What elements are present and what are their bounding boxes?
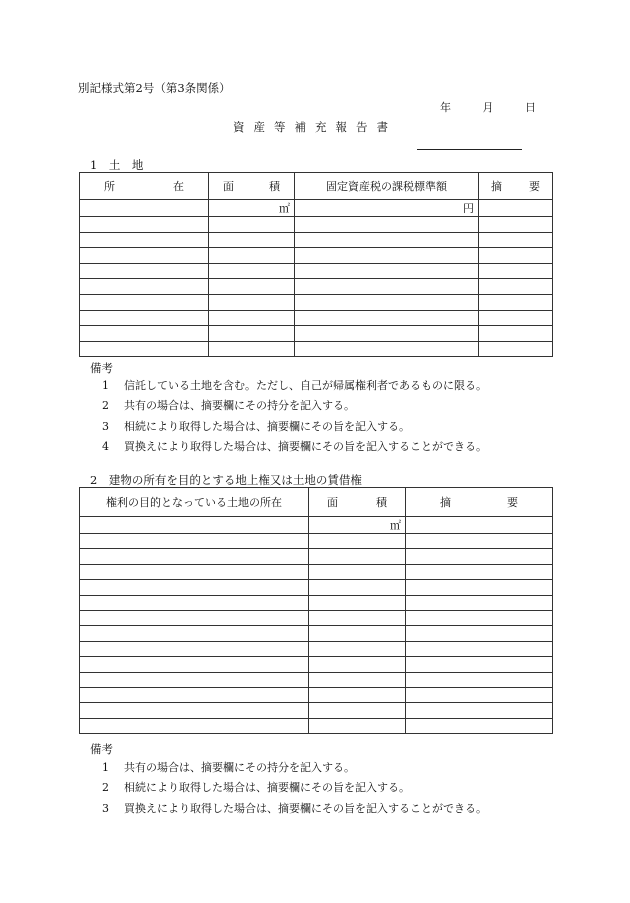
table-row	[80, 248, 553, 264]
note-text: 共有の場合は、摘要欄にその持分を記入する。	[124, 761, 355, 774]
area-cell[interactable]	[309, 610, 406, 625]
land-location-cell[interactable]	[80, 564, 309, 579]
tax-base-cell[interactable]	[295, 341, 479, 357]
leasehold-table	[79, 487, 553, 734]
note-number: 2	[102, 399, 109, 413]
tax-base-cell[interactable]	[295, 217, 479, 233]
remarks-cell[interactable]	[406, 549, 553, 564]
tax-base-cell[interactable]	[295, 326, 479, 342]
area-cell[interactable]	[209, 279, 295, 295]
table-row	[80, 534, 553, 549]
location-cell[interactable]	[80, 279, 209, 295]
col-header-land-location: 権利の目的となっている土地の所在	[80, 488, 309, 517]
land-location-cell[interactable]	[80, 626, 309, 641]
table-row	[80, 580, 553, 595]
note-item	[102, 418, 410, 434]
tax-base-cell[interactable]	[295, 263, 479, 279]
section2-title: 2 建物の所有を目的とする地上権又は土地の賃借権	[90, 473, 362, 487]
area-cell[interactable]	[209, 232, 295, 248]
tax-base-cell[interactable]	[295, 279, 479, 295]
land-location-cell[interactable]	[80, 672, 309, 687]
land-location-cell[interactable]	[80, 718, 309, 733]
remarks-cell[interactable]	[406, 687, 553, 702]
tax-base-cell[interactable]	[295, 294, 479, 310]
note-item	[102, 377, 487, 393]
table-row	[80, 279, 553, 295]
tax-base-cell[interactable]	[295, 248, 479, 264]
remarks-cell[interactable]	[479, 310, 553, 326]
date-line	[440, 99, 536, 115]
table-row	[80, 718, 553, 733]
remarks-cell[interactable]	[406, 703, 553, 718]
location-cell[interactable]	[80, 248, 209, 264]
land-location-cell[interactable]	[80, 595, 309, 610]
table-row	[80, 549, 553, 564]
area-cell[interactable]	[209, 341, 295, 357]
note-text: 信託している土地を含む。ただし、自己が帰属権利者であるものに限る。	[124, 379, 487, 392]
land-location-cell[interactable]	[80, 641, 309, 656]
land-location-cell[interactable]	[80, 549, 309, 564]
remarks-cell[interactable]	[479, 217, 553, 233]
remarks-cell[interactable]	[406, 641, 553, 656]
area-cell[interactable]	[309, 580, 406, 595]
land-location-cell[interactable]	[80, 657, 309, 672]
area-cell[interactable]	[309, 657, 406, 672]
area-cell[interactable]	[209, 326, 295, 342]
table-row	[80, 326, 553, 342]
table-row	[80, 703, 553, 718]
col-header-area: 面 積	[309, 488, 406, 517]
location-cell[interactable]	[80, 310, 209, 326]
area-cell[interactable]	[309, 595, 406, 610]
remarks-cell[interactable]	[406, 564, 553, 579]
table-row	[80, 595, 553, 610]
location-cell[interactable]	[80, 263, 209, 279]
land-location-cell[interactable]	[80, 703, 309, 718]
remarks-cell[interactable]	[406, 626, 553, 641]
remarks-cell[interactable]	[406, 610, 553, 625]
remarks-cell[interactable]	[479, 263, 553, 279]
table-row	[80, 200, 553, 217]
form-number: 別記様式第2号（第3条関係）	[78, 81, 231, 95]
col-header-tax-base: 固定資産税の課税標準額	[295, 173, 479, 200]
area-cell[interactable]	[209, 217, 295, 233]
table-row	[80, 263, 553, 279]
location-cell[interactable]	[80, 326, 209, 342]
area-cell[interactable]	[209, 248, 295, 264]
area-cell[interactable]	[309, 641, 406, 656]
land-location-cell[interactable]	[80, 610, 309, 625]
remarks-cell[interactable]	[406, 595, 553, 610]
location-cell[interactable]	[80, 217, 209, 233]
table-row	[80, 217, 553, 233]
remarks-cell[interactable]	[406, 534, 553, 549]
section1-title: 1 土 地	[90, 158, 144, 172]
table-row	[80, 657, 553, 672]
table-row	[80, 517, 553, 534]
note-text: 相続により取得した場合は、摘要欄にその旨を記入する。	[124, 781, 410, 795]
tax-base-cell[interactable]: 円	[295, 200, 479, 217]
area-cell[interactable]	[209, 294, 295, 310]
table-row	[80, 672, 553, 687]
area-cell[interactable]	[309, 718, 406, 733]
note-number: 4	[102, 439, 109, 453]
note-item	[102, 397, 355, 413]
tax-base-cell[interactable]	[295, 232, 479, 248]
document-title: 資産等補充報告書	[233, 120, 397, 134]
table-row	[80, 310, 553, 326]
note-item	[102, 438, 487, 454]
land-table	[79, 172, 553, 357]
table-row	[80, 626, 553, 641]
area-cell[interactable]	[309, 549, 406, 564]
area-cell[interactable]	[309, 564, 406, 579]
area-cell[interactable]: ㎡	[309, 517, 406, 534]
land-location-cell[interactable]	[80, 534, 309, 549]
remarks-cell[interactable]	[406, 718, 553, 733]
remarks-cell[interactable]	[479, 341, 553, 357]
col-header-location: 所 在	[80, 173, 209, 200]
col-header-remarks: 摘 要	[479, 173, 553, 200]
area-cell[interactable]	[309, 672, 406, 687]
note-text: 買換えにより取得した場合は、摘要欄にその旨を記入することができる。	[124, 801, 487, 815]
location-cell[interactable]	[80, 294, 209, 310]
note-item	[102, 759, 355, 775]
table-row	[80, 232, 553, 248]
area-cell[interactable]	[209, 263, 295, 279]
remarks-cell[interactable]	[479, 294, 553, 310]
note-text: 買換えにより取得した場合は、摘要欄にその旨を記入することができる。	[124, 439, 487, 453]
date-month-label: 月	[482, 101, 494, 114]
table-row	[80, 687, 553, 702]
note-item	[102, 800, 487, 816]
area-cell[interactable]	[309, 626, 406, 641]
note-number: 3	[102, 801, 109, 815]
table-row	[80, 564, 553, 579]
note-item	[102, 779, 410, 795]
table-row	[80, 610, 553, 625]
note-text: 共有の場合は、摘要欄にその持分を記入する。	[124, 399, 355, 413]
remarks-cell[interactable]	[479, 326, 553, 342]
date-day-label: 日	[525, 101, 536, 114]
col-header-area: 面 積	[209, 173, 295, 200]
date-year-label: 年	[440, 101, 451, 114]
location-cell[interactable]	[80, 341, 209, 357]
tax-base-cell[interactable]	[295, 310, 479, 326]
table-row	[80, 641, 553, 656]
note-number: 1	[102, 379, 109, 392]
area-cell[interactable]	[309, 703, 406, 718]
remarks-cell[interactable]	[406, 580, 553, 595]
section1-notes-title: 備考	[90, 361, 113, 375]
remarks-cell[interactable]	[406, 517, 553, 534]
col-header-remarks: 摘 要	[406, 488, 553, 517]
note-number: 2	[102, 781, 109, 795]
remarks-cell[interactable]	[406, 657, 553, 672]
land-location-cell[interactable]	[80, 687, 309, 702]
remarks-cell[interactable]	[406, 672, 553, 687]
remarks-cell[interactable]	[479, 248, 553, 264]
remarks-cell[interactable]	[479, 200, 553, 217]
note-number: 3	[102, 419, 109, 433]
signature-line	[417, 149, 522, 150]
location-cell[interactable]	[80, 232, 209, 248]
area-cell[interactable]	[209, 310, 295, 326]
area-cell[interactable]	[309, 687, 406, 702]
table-row	[80, 341, 553, 357]
section2-notes-title: 備考	[90, 742, 113, 756]
remarks-cell[interactable]	[479, 232, 553, 248]
note-number: 1	[102, 761, 109, 774]
area-cell[interactable]: ㎡	[209, 200, 295, 217]
land-location-cell[interactable]	[80, 580, 309, 595]
note-text: 相続により取得した場合は、摘要欄にその旨を記入する。	[124, 419, 410, 433]
land-location-cell[interactable]	[80, 517, 309, 534]
remarks-cell[interactable]	[479, 279, 553, 295]
area-cell[interactable]	[309, 534, 406, 549]
location-cell[interactable]	[80, 200, 209, 217]
table-row	[80, 294, 553, 310]
